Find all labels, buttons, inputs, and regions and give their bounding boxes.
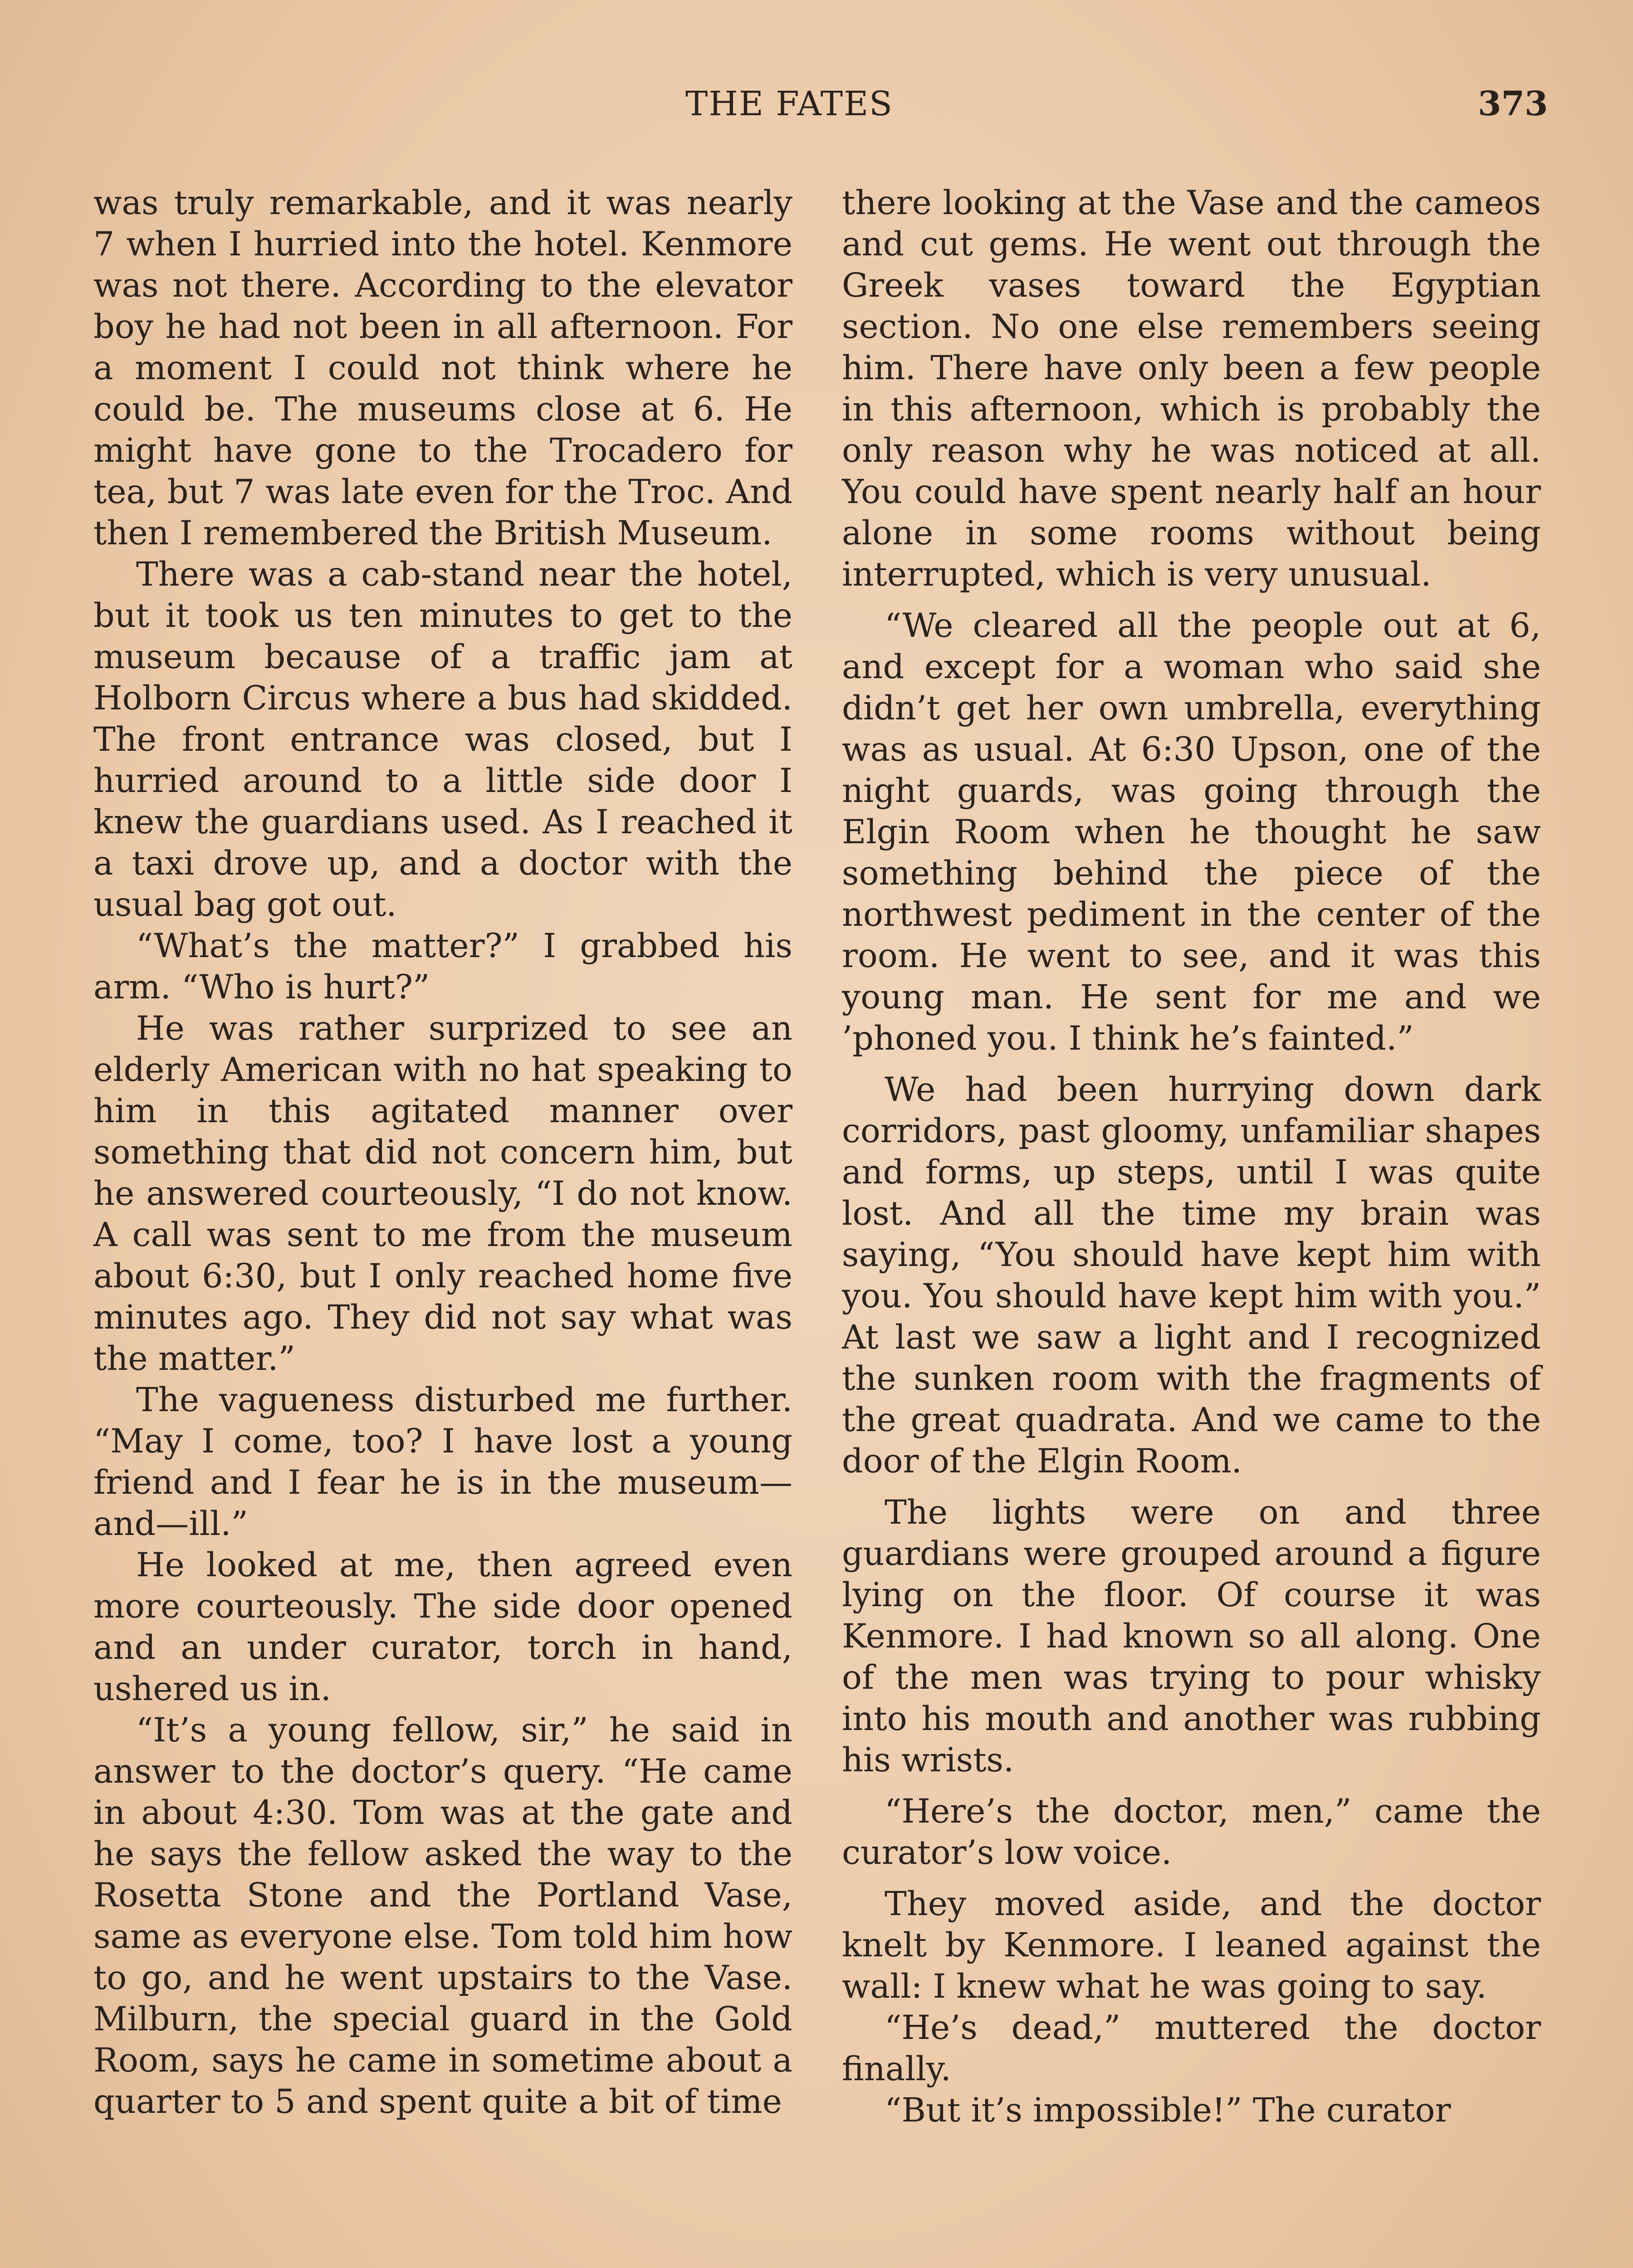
right-column <box>842 182 1541 2131</box>
paragraph: He looked at me, then agreed even more courteously. The side door opened and an under curator, torch in hand, ushered us in. <box>93 1546 792 1708</box>
page-number: 373 <box>1478 84 1548 123</box>
paragraph: “What’s the matter?” I grabbed his arm. “Who is hurt?” <box>93 927 792 1007</box>
paragraph: We had been hurrying down dark corridors, past gloomy, unfamiliar shapes and forms, up steps, until I was quite lost. And all the time my brain was saying, “You should have kept him with you. You should have kept him with you.” At last we saw a light and I recognized the sunken room with the fragments of the great quadrata. And we came to the door of the Elgin Room. <box>842 1070 1541 1481</box>
paragraph: They moved aside, and the doctor knelt by Kenmore. I leaned against the wall: I knew what he was going to say. <box>842 1885 1541 2006</box>
paragraph: The vagueness disturbed me further. “May I come, too? I have lost a young friend and I fear he is in the museum—and—ill.” <box>93 1381 792 1543</box>
paragraph: “It’s a young fellow, sir,” he said in answer to the doctor’s query. “He came in about 4:30. Tom was at the gate and he says the fellow asked the way to the Rosetta Stone and the Portland Vase, same as everyone else. Tom told him how to go, and he went upstairs to the Vase. Milburn, the special guard in the Gold Room, says he came in sometime about a quarter to 5 and spent quite a bit of time <box>93 1711 792 2121</box>
paragraph: was truly remarkable, and it was nearly 7 when I hurried into the hotel. Kenmore was not there. According to the elevator boy he had not been in all afternoon. For a moment I could not think where he could be. The museums close at 6. He might have gone to the Trocadero for tea, but 7 was late even for the Troc. And then I remembered the British Museum. <box>93 184 792 552</box>
left-column <box>93 182 792 2122</box>
paragraph: “He’s dead,” muttered the doctor finally. <box>842 2009 1541 2088</box>
paragraph: There was a cab-stand near the hotel, but it took us ten minutes to get to the museum because of a traffic jam at Holborn Circus where a bus had skidded. The front entrance was closed, but I hurried around to a little side door I knew the guardians used. As I reached it a taxi drove up, and a doctor with the usual bag got out. <box>93 555 792 924</box>
paragraph: “But it’s impossible!” The curator <box>885 2091 1451 2130</box>
paragraph: He was rather surprized to see an elderly American with no hat speaking to him in this agitated manner over something that did not concern him, but he answered courteously, “I do not know. A call was sent to me from the museum about 6:30, but I only reached home five minutes ago. They did not say what was the matter.” <box>93 1009 792 1378</box>
paragraph: The lights were on and three guardians were grouped around a figure lying on the floor. Of course it was Kenmore. I had known so all along. One of the men was trying to pour whisky into his mouth and another was rubbing his wrists. <box>842 1493 1541 1779</box>
paragraph: “We cleared all the people out at 6, and except for a woman who said she didn’t get her own umbrella, everything was as usual. At 6:30 Upson, one of the night guards, was going through the Elgin Room when he thought he saw something behind the piece of the northwest pediment in the center of the room. He went to see, and it was this young man. He sent for me and we ’phoned you. I think he’s fainted.” <box>842 606 1541 1058</box>
running-title: THE FATES <box>685 84 893 123</box>
paragraph: there looking at the Vase and the cameos and cut gems. He went out through the Greek vases toward the Egyptian section. No one else remembers seeing him. There have only been a few people in this afternoon, which is probably the only reason why he was noticed at all. You could have spent nearly half an hour alone in some rooms without being interrupted, which is very unusual. <box>842 184 1541 594</box>
paragraph: “Here’s the doctor, men,” came the curator’s low voice. <box>842 1792 1541 1872</box>
